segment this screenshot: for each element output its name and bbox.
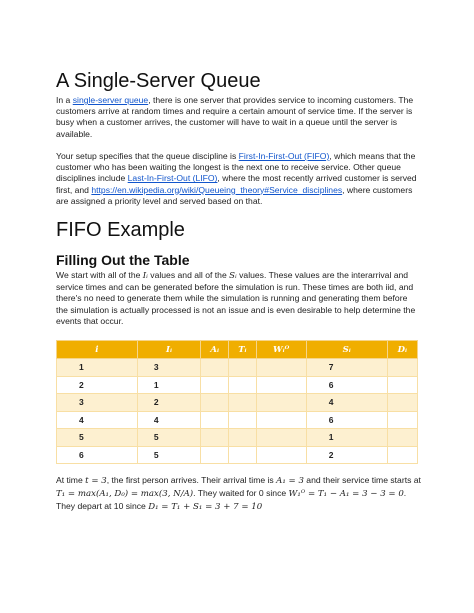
discipline-text-b: , which means that the customer who has been waiting the longest is the next one to receive service. Other queue disciplines include [56, 151, 416, 184]
discipline-text-a: Your setup specifies that the queue discipline is [56, 151, 239, 161]
header-wait: Wᵢᴼ [256, 341, 306, 359]
cell-wait [256, 394, 306, 412]
cell-service-start [229, 411, 256, 429]
cell-departure [387, 446, 417, 464]
cell-interarrival: 2 [137, 394, 200, 412]
fifo-link[interactable]: First-In-First-Out (FIFO) [238, 151, 330, 161]
walkthrough-text: and their service time starts at [303, 475, 421, 485]
intro-text: In a [56, 95, 73, 105]
fifo-table [56, 340, 418, 464]
math-expression: W₁ᴼ = T₁ − A₁ = 3 − 3 = 0 [288, 489, 404, 499]
header-departure: Dᵢ [387, 341, 417, 359]
cell-arrival [201, 376, 229, 394]
walkthrough-text: At time [56, 475, 86, 485]
lifo-link[interactable]: Last-In-First-Out (LIFO) [127, 173, 218, 184]
walkthrough-text: . [403, 488, 407, 498]
cell-i: 5 [57, 429, 138, 447]
header-service-time: Sᵢ [306, 341, 387, 359]
cell-service-start [229, 376, 256, 394]
cell-wait [256, 446, 306, 464]
subsection-title-filling-table: Filling Out the Table [56, 252, 190, 268]
table-row [57, 376, 418, 394]
cell-interarrival: 4 [137, 411, 200, 429]
walkthrough-text: . They waited for 0 since [193, 488, 289, 498]
cell-arrival [201, 429, 229, 447]
math-expression: A₁ = 3 [276, 476, 304, 486]
walkthrough-line-3 [56, 500, 418, 514]
cell-i: 6 [57, 446, 138, 464]
cell-interarrival: 5 [137, 429, 200, 447]
cell-wait [256, 411, 306, 429]
cell-wait [256, 359, 306, 377]
math-expression: t = 3 [85, 476, 107, 486]
discipline-text-d: , where customers are assigned a priority level and served based on that. [56, 184, 413, 206]
walkthrough-line-1 [56, 474, 421, 488]
cell-i: 1 [57, 359, 138, 377]
header-i: i [57, 341, 138, 359]
cell-departure [387, 359, 417, 377]
cell-service-time: 6 [306, 376, 387, 394]
discipline-text-c: , where the most recently arrived customer is served first, and [56, 173, 417, 195]
table-explanation-paragraph [56, 270, 418, 327]
service-symbol: Sᵢ [229, 271, 237, 281]
table-row [57, 359, 418, 377]
section-title-single-server-queue: A Single-Server Queue [56, 70, 261, 92]
table-row [57, 446, 418, 464]
cell-interarrival: 1 [137, 376, 200, 394]
math-expression: T₁ = max(A₁, D₀) = max(3, N/A) [56, 489, 194, 499]
table-header-row [57, 341, 418, 359]
interarrival-symbol: Iᵢ [142, 271, 148, 281]
explanation-text-a: We start with all of the [56, 270, 143, 280]
service-disciplines-link[interactable]: https://en.wikipedia.org/wiki/Queueing_theory#Service_disciplines [91, 184, 343, 195]
cell-departure [387, 394, 417, 412]
cell-service-time: 7 [306, 359, 387, 377]
cell-wait [256, 429, 306, 447]
cell-i: 3 [57, 394, 138, 412]
intro-text-rest: , there is one server that provides service to incoming customers. The customers arrive at random times and require a certain amount of service time. If the server is busy when a customer arrives, the customer will have to wait in a queue until the server is available. [56, 95, 414, 139]
cell-service-start [229, 359, 256, 377]
cell-departure [387, 429, 417, 447]
intro-paragraph [56, 95, 418, 140]
cell-arrival [201, 446, 229, 464]
cell-service-time: 4 [306, 394, 387, 412]
cell-departure [387, 376, 417, 394]
header-service-start: Tᵢ [229, 341, 256, 359]
single-server-queue-link[interactable]: single-server queue [72, 95, 149, 105]
walkthrough-text: They depart at 10 since [56, 501, 149, 511]
cell-service-start [229, 429, 256, 447]
cell-service-start [229, 446, 256, 464]
cell-departure [387, 411, 417, 429]
walkthrough-text: , the first person arrives. Their arrival time is [106, 475, 277, 485]
cell-i: 4 [57, 411, 138, 429]
cell-arrival [201, 394, 229, 412]
cell-service-time: 2 [306, 446, 387, 464]
cell-interarrival: 5 [137, 446, 200, 464]
header-arrival: Aᵢ [201, 341, 229, 359]
cell-arrival [201, 359, 229, 377]
discipline-paragraph [56, 151, 418, 207]
table-row [57, 394, 418, 412]
explanation-text-c: values. These values are the interarrival and service times and can be generated before the simulation is run. These times are both iid, and there's no need to generate them while the simulation is running and generating them before the simulation is actually processed is not an issue and is even desirable to help determine the events that occur. [56, 270, 416, 326]
cell-arrival [201, 411, 229, 429]
math-expression: D₁ = T₁ + S₁ = 3 + 7 = 10 [148, 502, 263, 512]
cell-i: 2 [57, 376, 138, 394]
cell-service-start [229, 394, 256, 412]
header-interarrival: Iᵢ [137, 341, 200, 359]
explanation-text-b: values and all of the [147, 270, 230, 280]
table-row [57, 411, 418, 429]
cell-interarrival: 3 [137, 359, 200, 377]
cell-service-time: 6 [306, 411, 387, 429]
section-title-fifo-example: FIFO Example [56, 219, 185, 241]
table-row [57, 429, 418, 447]
walkthrough-line-2 [56, 487, 418, 501]
cell-wait [256, 376, 306, 394]
cell-service-time: 1 [306, 429, 387, 447]
